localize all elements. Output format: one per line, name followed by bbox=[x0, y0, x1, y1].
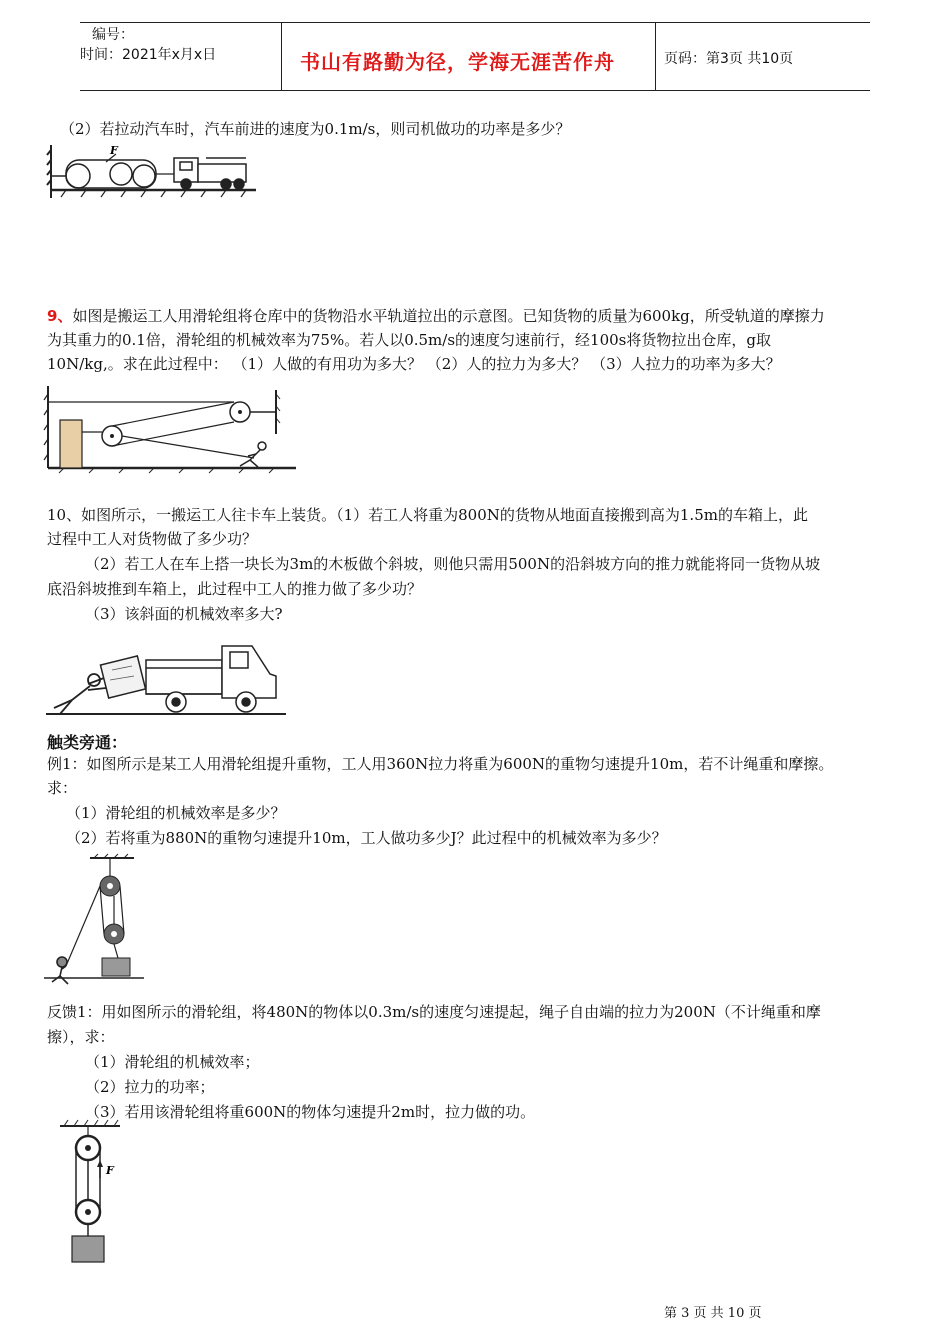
header-time-label: 时间：2021年x月x日 bbox=[80, 47, 217, 63]
example1-line3: （1）滑轮组的机械效率是多少？ bbox=[66, 804, 286, 822]
example1-pulley-figure bbox=[44, 854, 144, 994]
q8-part2-text: （2）若拉动汽车时，汽车前进的速度为0.1m/s，则司机做功的功率是多少？ bbox=[60, 120, 571, 138]
q9-line3: 10N/kg,。求在此过程中： （1）人做的有用功为多大？ （2）人的拉力为多大？ （3）人拉力的功率为多大？ bbox=[47, 355, 781, 373]
q10-truck-figure bbox=[46, 630, 286, 720]
q10-line1: 10、如图所示，一搬运工人往卡车上装货。（1）若工人将重为800N的货物从地面直接搬到高为1.5m的车箱上，此 bbox=[47, 506, 808, 524]
feedback1-line1: 反馈1：用如图所示的滑轮组，将480N的物体以0.3m/s的速度匀速提起，绳子自由端的拉力为200N（不计绳重和摩 bbox=[47, 1003, 821, 1021]
force-label: F bbox=[106, 1164, 114, 1177]
header-divider-1 bbox=[281, 22, 282, 90]
q9-pulley-figure bbox=[44, 384, 296, 474]
section-heading: 触类旁通： bbox=[47, 733, 128, 752]
header-number-label: 编号： bbox=[92, 27, 134, 43]
worker-icon bbox=[52, 957, 68, 984]
example1-line4: （2）若将重为880N的重物匀速提升10m，工人做功多少J？此过程中的机械效率为多少？ bbox=[66, 829, 667, 847]
cargo-box bbox=[60, 420, 82, 468]
example1-line2: 求： bbox=[47, 779, 78, 797]
header-top-border bbox=[80, 22, 870, 23]
page-footer: 第 3 页 共 10 页 bbox=[664, 1306, 762, 1321]
truck-icon bbox=[174, 158, 246, 189]
wall-hatching bbox=[47, 145, 51, 198]
worker-icon bbox=[54, 674, 106, 714]
q10-line4: 底沿斜坡推到车箱上，此过程中工人的推力做了多少功？ bbox=[47, 580, 423, 598]
worker-icon bbox=[240, 442, 266, 467]
q9-line1-text: 如图是搬运工人用滑轮组将仓库中的货物沿水平轨道拉出的示意图。已知货物的质量为600kg，所受轨道的摩擦力 bbox=[72, 307, 825, 325]
feedback1-line5: （3）若用该滑轮组将重600N的物体匀速提升2m时，拉力做的功。 bbox=[85, 1103, 536, 1121]
header-motto: 书山有路勤为径，学海无涯苦作舟 bbox=[300, 50, 615, 74]
feedback1-line2: 擦），求： bbox=[47, 1028, 115, 1046]
q9-number: 9、 bbox=[47, 307, 73, 325]
header-divider-2 bbox=[655, 22, 656, 90]
feedback1-pulley-figure bbox=[60, 1120, 130, 1268]
q9-line1 bbox=[47, 304, 825, 328]
q8-truck-figure bbox=[46, 140, 256, 200]
force-label: F bbox=[110, 144, 118, 157]
q10-line3: （2）若工人在车上搭一块长为3m的木板做个斜坡，则他只需用500N的沿斜坡方向的推力就能将同一货物从坡 bbox=[85, 555, 821, 573]
weight-box bbox=[102, 958, 130, 976]
weight-box bbox=[72, 1236, 104, 1262]
truck-icon bbox=[146, 646, 276, 712]
header-bottom-border bbox=[80, 90, 870, 91]
q9-line2: 为其重力的0.1倍，滑轮组的机械效率为75%。若人以0.5m/s的速度匀速前行，经100s将货物拉出仓库，g取 bbox=[47, 331, 771, 349]
feedback1-line3: （1）滑轮组的机械效率； bbox=[85, 1053, 260, 1071]
feedback1-line4: （2）拉力的功率； bbox=[85, 1078, 215, 1096]
header-page-label: 页码：第3页 共10页 bbox=[664, 51, 794, 67]
cargo-box bbox=[100, 656, 145, 698]
example1-line1: 例1：如图所示是某工人用滑轮组提升重物，工人用360N拉力将重为600N的重物匀速提升10m，若不计绳重和摩擦。 bbox=[47, 755, 834, 773]
q10-line2: 过程中工人对货物做了多少功？ bbox=[47, 530, 258, 548]
pulley-drum bbox=[51, 160, 156, 188]
q10-line5: （3）该斜面的机械效率多大? bbox=[85, 605, 283, 623]
